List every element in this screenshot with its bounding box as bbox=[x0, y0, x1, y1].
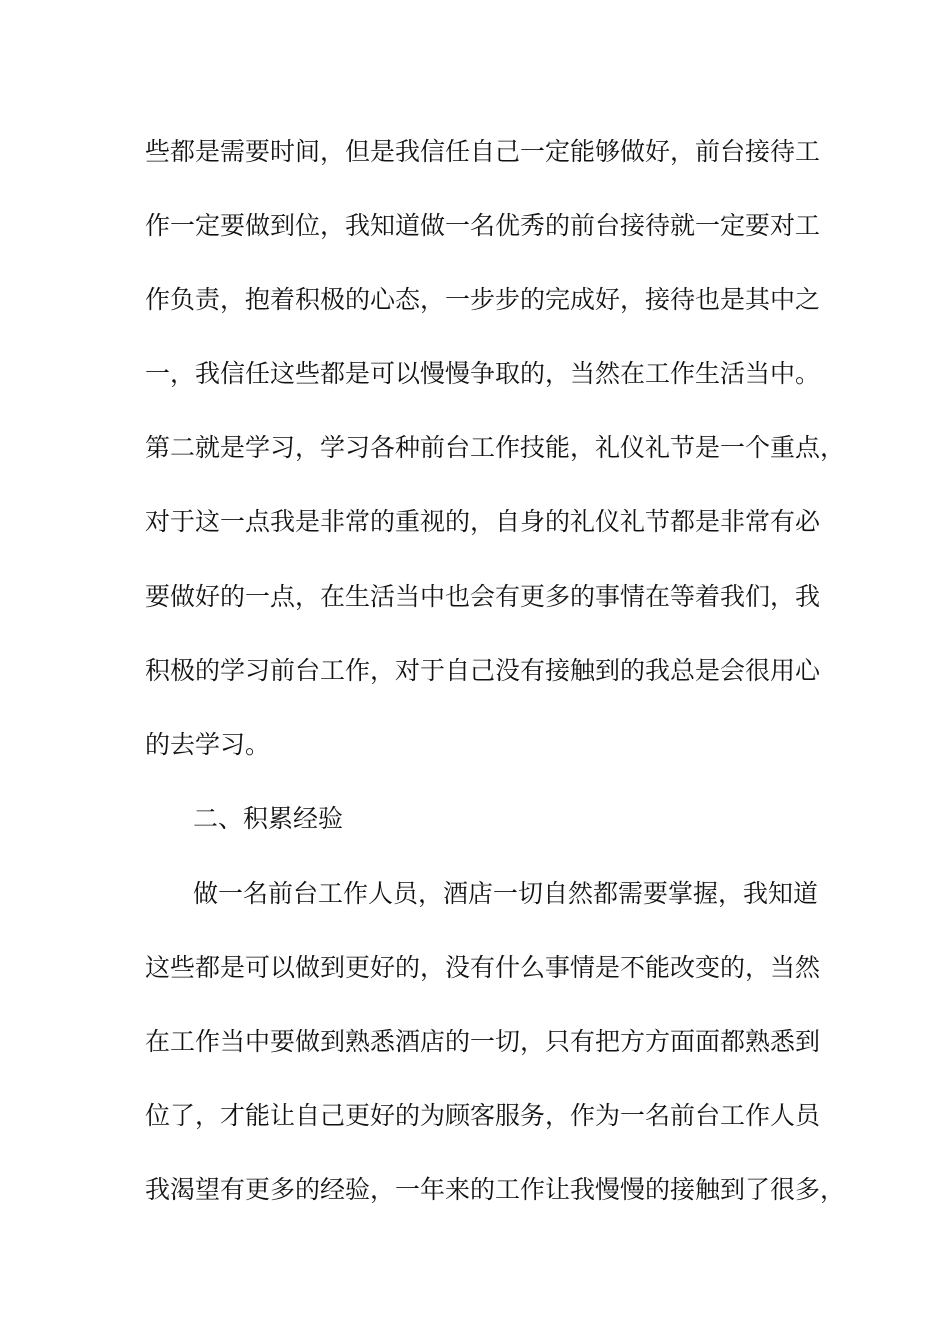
text-line: 我渴望有更多的经验，一年来的工作让我慢慢的接触到了很多， bbox=[145, 1175, 846, 1204]
text-line: 做一名前台工作人员，酒店一切自然都需要掌握，我知道 bbox=[193, 879, 819, 908]
text-line: 位了，才能让自己更好的为顾客服务，作为一名前台工作人员 bbox=[145, 1101, 821, 1130]
text-line: 作负责，抱着积极的心态，一步步的完成好，接待也是其中之 bbox=[145, 285, 821, 314]
text-line: 要做好的一点，在生活当中也会有更多的事情在等着我们，我 bbox=[145, 582, 821, 611]
text-line: 的去学习。 bbox=[145, 730, 271, 759]
text-line: 积极的学习前台工作，对于自己没有接触到的我总是会很用心 bbox=[145, 656, 821, 685]
text-line: 对于这一点我是非常的重视的，自身的礼仪礼节都是非常有必 bbox=[145, 507, 821, 536]
text-line: 第二就是学习，学习各种前台工作技能，礼仪礼节是一个重点， bbox=[145, 433, 846, 462]
text-line: 些都是需要时间，但是我信任自己一定能够做好，前台接待工 bbox=[145, 137, 821, 166]
text-line: 一，我信任这些都是可以慢慢争取的，当然在工作生活当中。 bbox=[145, 359, 821, 388]
section-heading: 二、积累经验 bbox=[193, 804, 344, 833]
text-line: 这些都是可以做到更好的，没有什么事情是不能改变的，当然 bbox=[145, 953, 821, 982]
text-line: 在工作当中要做到熟悉酒店的一切，只有把方方面面都熟悉到 bbox=[145, 1027, 821, 1056]
text-line: 作一定要做到位，我知道做一名优秀的前台接待就一定要对工 bbox=[145, 211, 821, 240]
